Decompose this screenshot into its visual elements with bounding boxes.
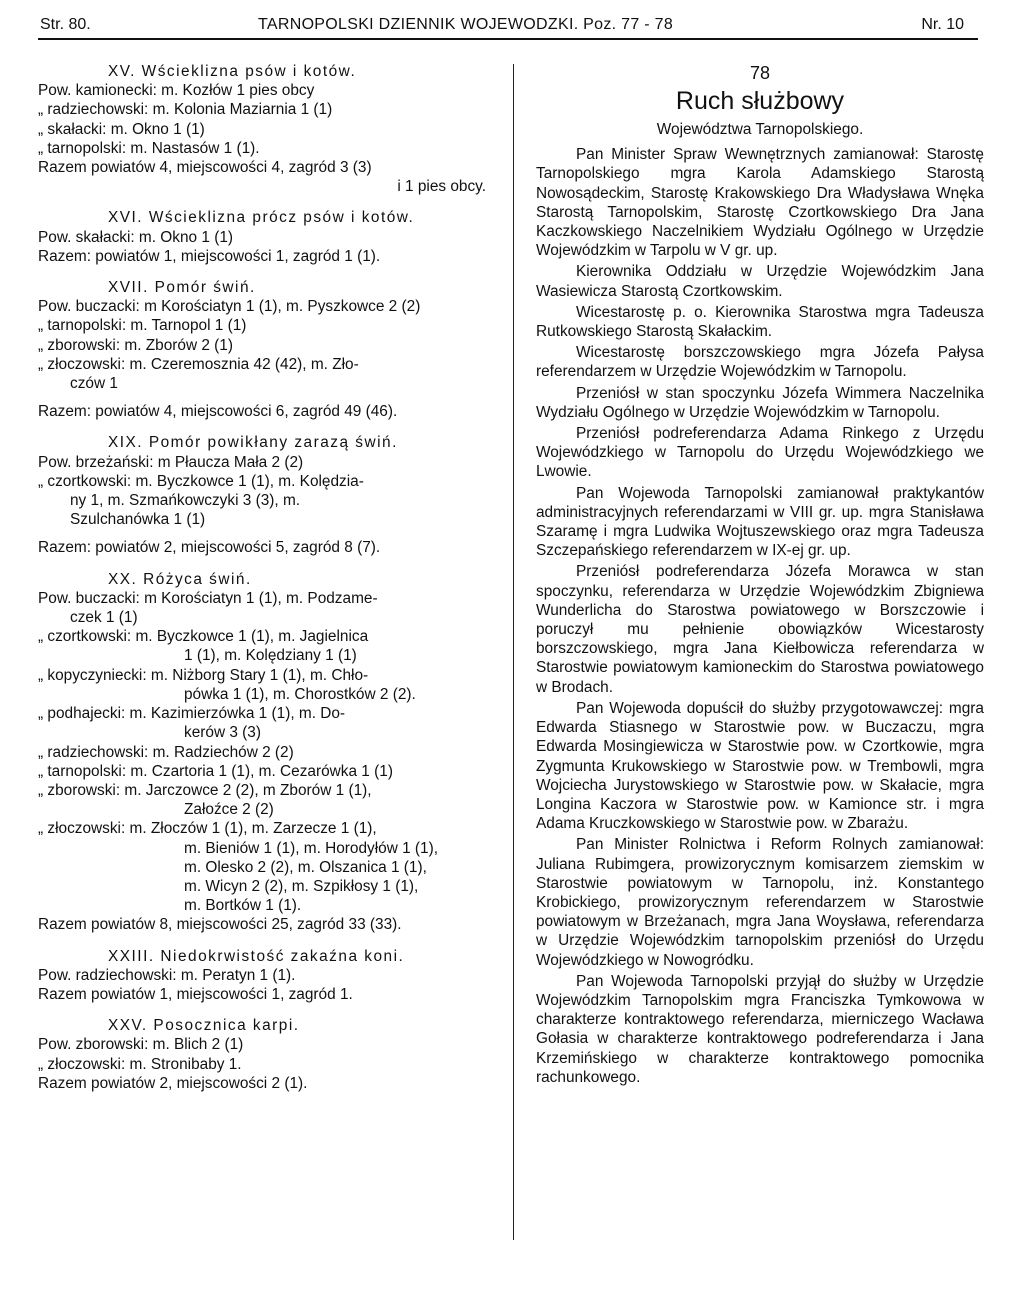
- text-line: kerów 3 (3): [184, 724, 261, 742]
- text-line: Razem powiatów 1, miejscowości 1, zagród 1.: [38, 985, 353, 1003]
- page-header: [38, 12, 978, 40]
- paragraph: Pan Minister Rolnictwa i Reform Rolnych zamianował: Juliana Rubimgera, prowizorycznym komisarzem ziemskim w Starostwie powiatowym w Tarnopolu, inż. Konstantego Krobickiego, prowizorycznym referendarzem w Starostwie powiatowym w Brzeżanach, mgra Jana Woysława, referendarza w Urzędzie Wojewódzkim tarnopolskim przeniósł do Urzędu Wojewódzkiego w Nowogródku.: [536, 836, 984, 969]
- text-line: pówka 1 (1), m. Chorostków 2 (2).: [184, 685, 416, 703]
- paragraph: Pan Minister Spraw Wewnętrznych zamianował: Starostę Tarnopolskiego mgra Karola Adamskiego Starostą Nowosądeckim, Starostę Krakowskiego Dra Władysława Wnęka Starostą Tarnopolskim, Starostę Czortkowskiego Dra Jana Kaczkowskiego Naczelnikiem Wydziału Ogólnego w Urzędzie Wojewódzkim w Tarpolu w V gr. up.: [536, 146, 984, 260]
- text-line: Razem powiatów 8, miejscowości 25, zagród 33 (33).: [38, 916, 402, 934]
- section-title: Ruch służbowy: [675, 87, 845, 115]
- section-heading: XX. Różyca świń.: [108, 570, 252, 588]
- text-line: Razem: powiatów 1, miejscowości 1, zagród 1 (1).: [38, 247, 381, 265]
- text-line: Pow. buczacki: m Korościatyn 1 (1), m. Pyszkowce 2 (2): [38, 298, 421, 316]
- column-divider: [513, 64, 514, 1240]
- text-line: „ czortkowski: m. Byczkowce 1 (1), m. Kolędzia-: [38, 472, 364, 490]
- text-line: „ zborowski: m. Zborów 2 (1): [38, 336, 233, 354]
- text-line: i 1 pies obcy.: [397, 178, 486, 196]
- text-line: Załoźce 2 (2): [184, 801, 274, 819]
- section-heading: XIX. Pomór powikłany zarazą świń.: [108, 434, 398, 452]
- journal-title: TARNOPOLSKI DZIENNIK WOJEWODZKI. Poz. 77 - 78: [258, 16, 674, 33]
- text-line: „ złoczowski: m. Stronibaby 1.: [38, 1055, 242, 1073]
- text-line: „ tarnopolski: m. Czartoria 1 (1), m. Cezarówka 1 (1): [38, 762, 393, 780]
- section-number: 78: [749, 63, 771, 83]
- text-line: „ radziechowski: m. Radziechów 2 (2): [38, 743, 294, 761]
- text-line: Pow. zborowski: m. Blich 2 (1): [38, 1036, 244, 1054]
- text-line: „ kopyczyniecki: m. Niżborg Stary 1 (1), m. Chło-: [38, 666, 369, 684]
- text-line: „ złoczowski: m. Czeremosznia 42 (42), m. Zło-: [38, 355, 359, 373]
- section-subtitle: Województwa Tarnopolskiego.: [656, 121, 864, 138]
- text-line: Pow. brzeżański: m Płaucza Mała 2 (2): [38, 453, 304, 471]
- text-line: m. Bortków 1 (1).: [184, 897, 302, 915]
- paragraph: Kierownika Oddziału w Urzędzie Wojewódzkim Jana Wasiewicza Starostą Czortkowskim.: [536, 263, 984, 300]
- paragraph: Pan Wojewoda dopuścił do służby przygotowawczej: mgra Edwarda Stiasnego w Starostwie pow. w Buczaczu, mgra Edwarda Mosingiewicza w Starostwie pow. w Czortkowie, mgra Zygmunta Krukowskiego w Starostwie pow. w Trembowli, mgra Wojciecha Jurystowskiego w Starostwie pow. w Skałacie, mgra Longina Kaczora w Starostwie pow. w Kamionce str. i mgra Adama Kruczkowskiego w Starostwie pow. w Zbarażu.: [536, 699, 984, 833]
- text-line: Razem powiatów 4, miejscowości 4, zagród 3 (3): [38, 159, 372, 177]
- text-line: Pow. buczacki: m Korościatyn 1 (1), m. Podzame-: [38, 589, 378, 607]
- text-line: m. Wicyn 2 (2), m. Szpikłosy 1 (1),: [184, 877, 419, 895]
- text-line: Pow. kamionecki: m. Kozłów 1 pies obcy: [38, 82, 315, 100]
- right-column: [536, 62, 984, 1089]
- section-heading: XV. Wścieklizna psów i kotów.: [108, 63, 357, 80]
- paragraph: Wicestarostę p. o. Kierownika Starostwa mgra Tadeusza Rutkowskiego Starostą Skałackim.: [536, 303, 984, 341]
- text-line: „ skałacki: m. Okno 1 (1): [38, 120, 205, 138]
- section-heading: XVII. Pomór świń.: [108, 279, 256, 297]
- text-line: Razem: powiatów 4, miejscowości 6, zagród 49 (46).: [38, 403, 398, 421]
- section-heading: XXV. Posocznica karpi.: [108, 1017, 300, 1035]
- text-line: „ tarnopolski: m. Tarnopol 1 (1): [38, 317, 247, 335]
- paragraph: Pan Wojewoda Tarnopolski zamianował praktykantów administracyjnych referendarzami w VIII gr. up. mgra Stanisława Szaramę i mgra Ludwika Wojtuszewskiego oraz mgra Tadeusza Szczepańskiego referendarzem w IX-ej gr. up.: [536, 484, 984, 560]
- text-line: Pow. skałacki: m. Okno 1 (1): [38, 228, 234, 246]
- left-column: [38, 62, 500, 1093]
- section-heading: XVI. Wścieklizna prócz psów i kotów.: [108, 209, 415, 227]
- paragraph: Przeniósł w stan spoczynku Józefa Wimmera Naczelnika Wydziału Ogólnego w Urzędzie Wojewódzkim w Tarnopolu.: [536, 384, 984, 421]
- paragraph: Wicestarostę borszczowskiego mgra Józefa Pałysa referendarzem w Urzędzie Wojewódzkim w Tarnopolu.: [536, 344, 984, 381]
- text-line: „ zborowski: m. Jarczowce 2 (2), m Zborów 1 (1),: [38, 781, 372, 799]
- paragraph-list: [536, 145, 984, 1087]
- text-line: Pow. radziechowski: m. Peratyn 1 (1).: [38, 966, 296, 984]
- text-line: m. Olesko 2 (2), m. Olszanica 1 (1),: [184, 858, 427, 876]
- text-line: ny 1, m. Szmańkowczyki 3 (3), m.: [70, 492, 301, 510]
- paragraph: Przeniósł podreferendarza Józefa Morawca w stan spoczynku, referendarza w Urzędzie Wojewódzkim Zbigniewa Wunderlicha do Starostwa powiatowego w Borszczowie i poruczył mu pełnienie obowiązków Wicestarosty borszczowskiego, mgra Jana Kiełbowicza referendarza w Starostwie powiatowym kamioneckim do Starostwa powiatowego w Brodach.: [536, 563, 984, 696]
- text-line: Razem: powiatów 2, miejscowości 5, zagród 8 (7).: [38, 539, 381, 557]
- text-line: „ czortkowski: m. Byczkowce 1 (1), m. Jagielnica: [38, 628, 369, 646]
- text-line: „ podhajecki: m. Kazimierzówka 1 (1), m. Do-: [38, 705, 346, 723]
- text-line: m. Bieniów 1 (1), m. Horodyłów 1 (1),: [184, 839, 439, 857]
- paragraph: Pan Wojewoda Tarnopolski przyjął do służby w Urzędzie Wojewódzkim Tarnopolskim mgra Franciszka Tymkowowa w charakterze kontraktowego referendarza, mierniczego Wacława Gołasia w charakterze kontraktowego podreferendarza i Jana Krzemińskiego w charakterze kontraktowego pomocnika rachunkowego.: [536, 972, 984, 1086]
- issue-number: Nr. 10: [921, 16, 964, 33]
- text-line: „ radziechowski: m. Kolonia Maziarnia 1 (1): [38, 101, 333, 119]
- page-number: Str. 80.: [40, 16, 91, 33]
- paragraph: Przeniósł podreferendarza Adama Rinkego z Urzędu Wojewódzkiego w Tarnopolu do Urzędu Wojewódzkiego we Lwowie.: [536, 425, 984, 481]
- section-heading: XXIII. Niedokrwistość zakaźna koni.: [108, 947, 405, 965]
- text-line: „ tarnopolski: m. Nastasów 1 (1).: [38, 139, 260, 157]
- text-line: „ złoczowski: m. Złoczów 1 (1), m. Zarzecze 1 (1),: [38, 820, 377, 838]
- text-line: 1 (1), m. Kolędziany 1 (1): [184, 647, 357, 665]
- text-line: czów 1: [70, 375, 118, 393]
- text-line: Szulchanówka 1 (1): [70, 511, 206, 529]
- text-line: czek 1 (1): [70, 609, 138, 627]
- text-line: Razem powiatów 2, miejscowości 2 (1).: [38, 1074, 308, 1092]
